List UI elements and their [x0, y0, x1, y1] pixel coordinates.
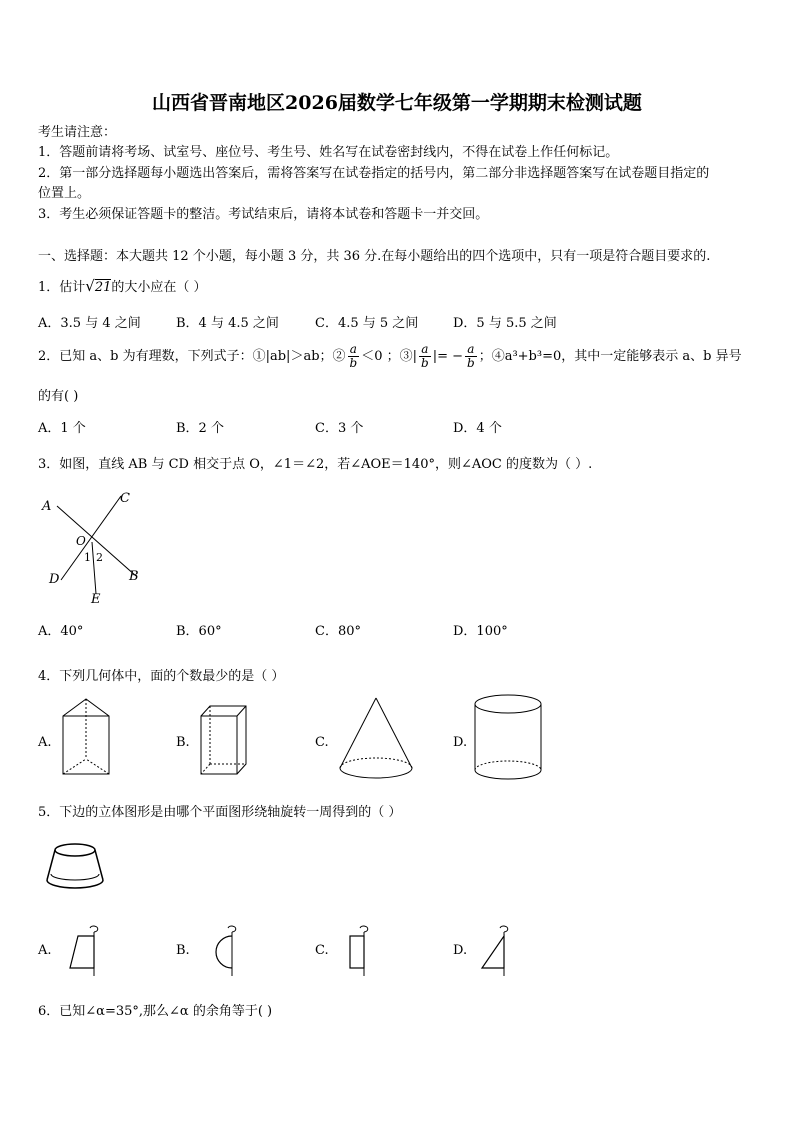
- q1-option-d: D．5 与 5.5 之间: [453, 316, 557, 331]
- q5-option-b: B.: [176, 943, 190, 958]
- label-b: B: [129, 569, 139, 584]
- question-1: [38, 276, 207, 295]
- cone-icon: [336, 694, 418, 784]
- question-4: 4．下列几何体中，面的个数最少的是（ ）: [38, 669, 285, 684]
- triangle-axis-icon: [476, 922, 518, 978]
- q4-option-a: A.: [38, 735, 52, 750]
- q2-option-d: D．4 个: [453, 421, 502, 436]
- label-d: D: [49, 572, 60, 587]
- frustum-icon: [44, 840, 106, 892]
- question-6: 6．已知∠α=35°,那么∠α 的余角等于( ): [38, 1004, 273, 1019]
- q5-option-c: C.: [315, 943, 329, 958]
- ray-oe: [92, 542, 96, 594]
- q5-option-a: A.: [38, 943, 52, 958]
- notice-item-1: 1．答题前请将考场、试室号、座位号、考生号、姓名写在试卷密封线内，不得在试卷上作任何标记。: [38, 145, 619, 160]
- q4-option-d: D.: [453, 735, 468, 750]
- triangular-prism-icon: [58, 694, 118, 784]
- q3-option-a: A．40°: [38, 624, 84, 639]
- q2-line-2: 的有( ): [38, 389, 79, 404]
- q1-text-pre: 1．估计: [38, 280, 86, 295]
- sqrt-sign: √: [85, 277, 95, 295]
- q2-option-b: B．2 个: [176, 421, 224, 436]
- label-o: O: [76, 534, 86, 548]
- question-5: 5．下边的立体图形是由哪个平面图形绕轴旋转一周得到的（ ）: [38, 805, 402, 820]
- notice-item-3: 3．考生必须保证答题卡的整洁。考试结束后，请将本试卷和答题卡一并交回。: [38, 207, 489, 222]
- q2-text-4: ；④a³+b³=0，其中一定能够表示 a、b 异号: [478, 349, 742, 364]
- question-2: [38, 343, 742, 370]
- label-e: E: [91, 592, 101, 607]
- q3-option-b: B．60°: [176, 624, 222, 639]
- line-ab: [57, 506, 136, 576]
- section-heading: 一、选择题：本大题共 12 个小题，每小题 3 分，共 36 分.在每小题给出的四个选项中，只有一项是符合题目要求的.: [38, 249, 711, 264]
- q2-text-1: 2．已知 a、b 为有理数，下列式子：①|ab|＞ab；②: [38, 349, 346, 364]
- q3-option-d: D．100°: [453, 624, 508, 639]
- rectangle-axis-icon: [344, 922, 386, 978]
- q2-text-3: |= −: [432, 349, 463, 364]
- trapezoid-axis-icon: [64, 922, 106, 978]
- q2-option-c: C．3 个: [315, 421, 364, 436]
- line-cd: [61, 496, 121, 580]
- q1-radicand: 21: [94, 280, 112, 295]
- cylinder-icon: [472, 692, 546, 786]
- q2-frac-2: $\frac{a}{b}$: [421, 342, 429, 370]
- q2-frac-3: $\frac{a}{b}$: [467, 342, 475, 370]
- q3-option-c: C．80°: [315, 624, 361, 639]
- semicircle-axis-icon: [204, 922, 246, 978]
- q1-option-a: A．3.5 与 4 之间: [38, 316, 141, 331]
- q2-frac-1: $\frac{a}{b}$: [349, 342, 358, 370]
- q4-option-b: B.: [176, 735, 190, 750]
- label-a: A: [42, 499, 52, 514]
- label-2: 2: [96, 551, 103, 564]
- q1-text-post: 的大小应在（ ）: [111, 280, 207, 295]
- q3-figure: [36, 486, 156, 608]
- label-c: C: [120, 491, 130, 506]
- notice-heading: 考生请注意：: [38, 125, 117, 140]
- exam-title: 山西省晋南地区2026届数学七年级第一学期期末检测试题: [152, 92, 642, 114]
- q5-option-d: D.: [453, 943, 468, 958]
- label-1: 1: [84, 551, 91, 564]
- cuboid-icon: [196, 702, 251, 777]
- q4-option-c: C.: [315, 735, 329, 750]
- q1-option-b: B．4 与 4.5 之间: [176, 316, 279, 331]
- notice-item-2: 2．第一部分选择题每小题选出答案后，需将答案写在试卷指定的括号内，第二部分非选择题答案写在试卷题目指定的: [38, 166, 710, 181]
- q2-option-a: A．1 个: [38, 421, 86, 436]
- q1-option-c: C．4.5 与 5 之间: [315, 316, 419, 331]
- notice-item-2-cont: 位置上。: [38, 186, 91, 201]
- q2-text-2: ＜0 ；③|: [361, 349, 417, 364]
- question-3: 3．如图，直线 AB 与 CD 相交于点 O，∠1＝∠2，若∠AOE＝140°，则∠AOC 的度数为（ ）.: [38, 457, 593, 472]
